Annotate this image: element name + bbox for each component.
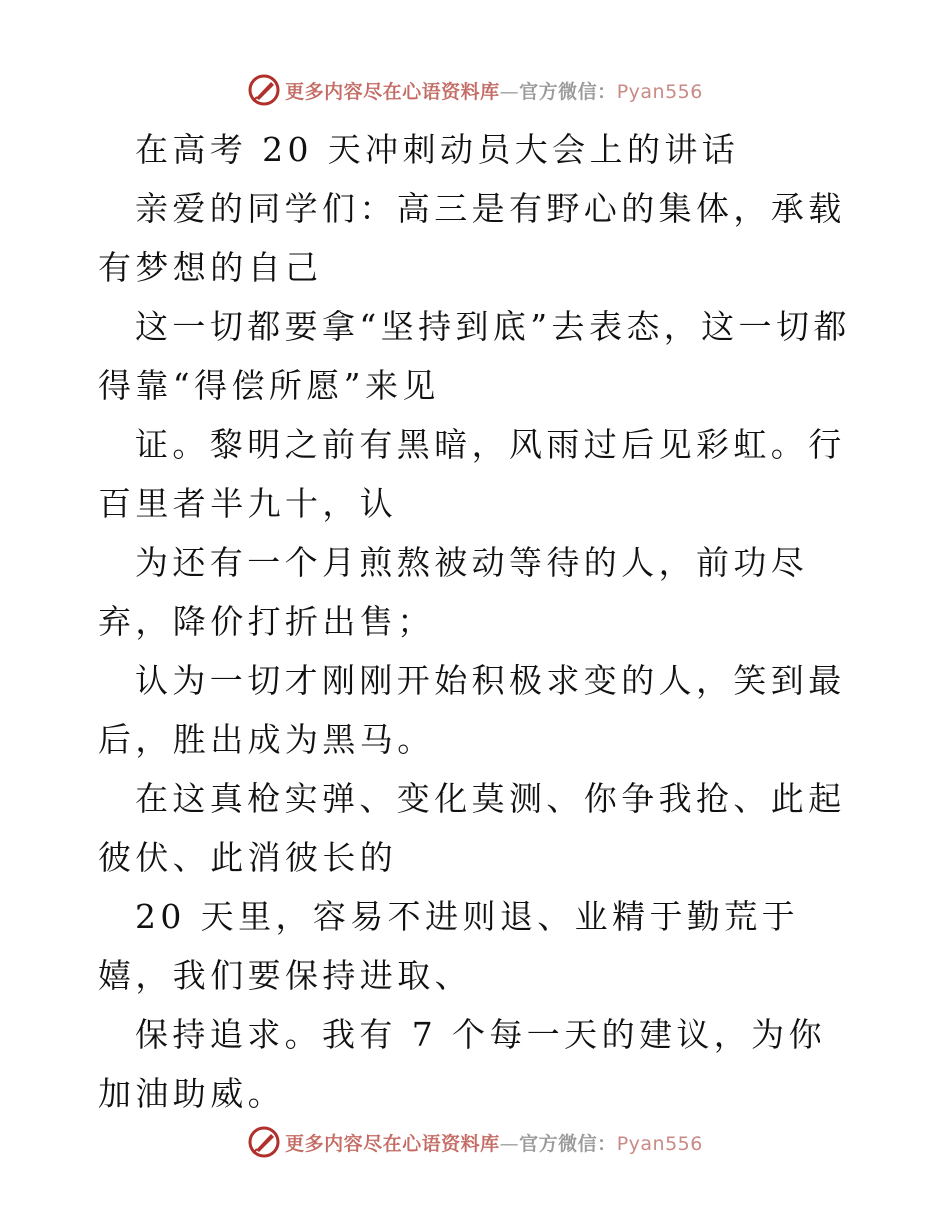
watermark-dash: — [499,1132,520,1155]
watermark-handle: Pyan556 [616,1132,703,1155]
header-watermark [0,70,950,110]
document-body [98,120,853,1123]
watermark-label: 官方微信： [519,1132,617,1155]
paragraph: 认为一切才刚刚开始积极求变的人，笑到最后，胜出成为黑马。 [98,661,846,759]
watermark-text [285,77,703,104]
watermark-site: 更多内容尽在心语资料库 [285,80,500,103]
quill-logo-icon [247,73,281,107]
paragraph: 这一切都要拿“坚持到底”去表态，这一切都得靠“得偿所愿”来见 [98,307,851,405]
watermark-label: 官方微信： [519,80,617,103]
paragraph: 证。黎明之前有黑暗，风雨过后见彩虹。行百里者半九十，认 [98,425,846,523]
watermark-text [285,1129,703,1156]
paragraph: 在这真枪实弹、变化莫测、你争我抢、此起彼伏、此消彼长的 [98,779,846,877]
paragraph: 为还有一个月煎熬被动等待的人，前功尽弃，降价打折出售； [98,543,809,641]
paragraph: 亲爱的同学们：高三是有野心的集体，承载有梦想的自己 [98,189,846,287]
watermark-site: 更多内容尽在心语资料库 [285,1132,500,1155]
watermark-dash: — [499,80,520,103]
paragraph: 20 天里，容易不进则退、业精于勤荒于嬉，我们要保持进取、 [98,897,800,995]
paragraph-title: 在高考 20 天冲刺动员大会上的讲话 [135,130,740,169]
quill-logo-icon [247,1125,281,1159]
footer-watermark [0,1122,950,1162]
watermark-handle: Pyan556 [616,80,703,103]
paragraph: 保持追求。我有 7 个每一天的建议，为你加油助威。 [98,1015,826,1113]
